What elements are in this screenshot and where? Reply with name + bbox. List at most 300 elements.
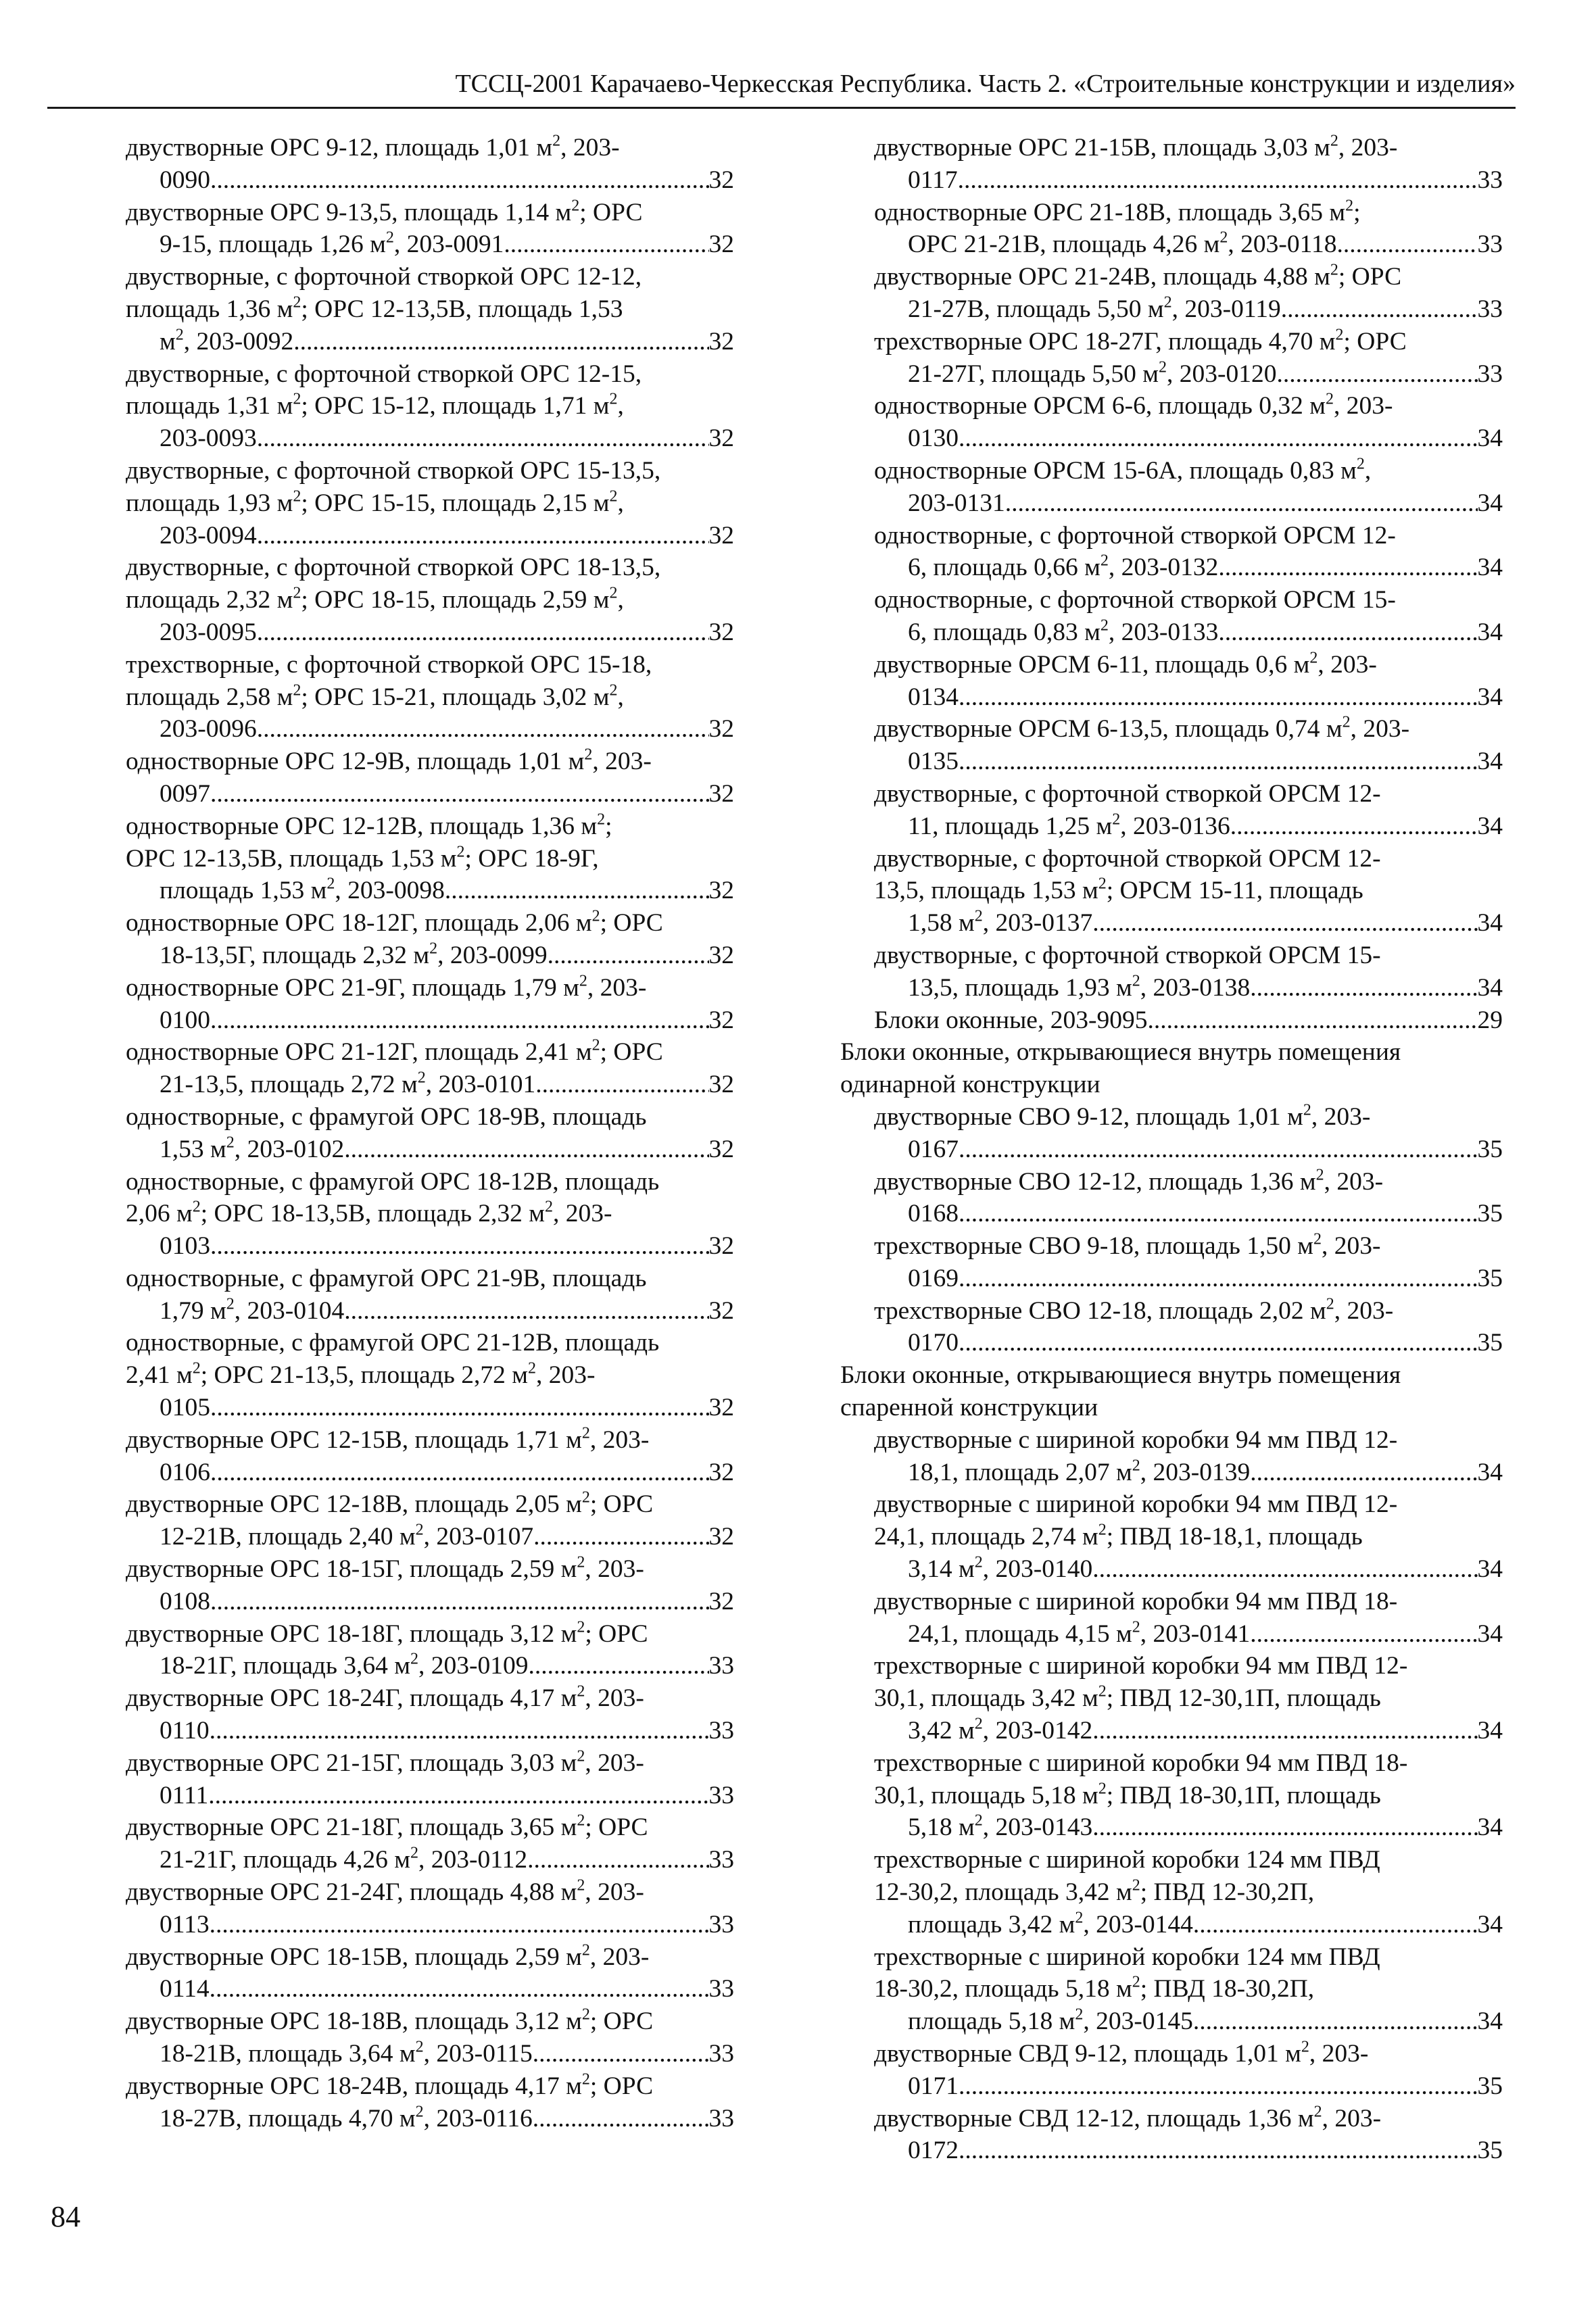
index-entry — [840, 1359, 1503, 1424]
index-entry-line: двустворные ОРС 18-24В, площадь 4,17 $м^2$; ОРС — [126, 2070, 654, 2100]
dot-leader — [959, 746, 1478, 778]
dot-leader — [1092, 907, 1477, 940]
index-page-ref: 32 — [708, 1232, 734, 1261]
index-page-ref: 33 — [708, 1975, 734, 2003]
dot-leader — [535, 1069, 708, 1101]
index-entry-text: 9-15, площадь 1,26 $м^2$, 203-0091 — [160, 229, 504, 259]
index-entry — [126, 1327, 734, 1423]
index-entry-leader-line — [908, 1715, 1503, 1747]
dot-leader — [1092, 1715, 1477, 1747]
index-entry-leader-line — [908, 164, 1503, 197]
index-entry-line: двустворные ОРС 18-15В, площадь 2,59 $м^2$, 203- — [126, 1941, 650, 1971]
index-entry-line: двустворные СВО 9-12, площадь 1,01 $м^2$, 203- — [874, 1101, 1371, 1131]
index-entry-text: 0106 — [160, 1458, 210, 1486]
index-entry-text: 21-27Г, площадь 5,50 $м^2$, 203-0120 — [908, 358, 1277, 388]
index-entry-line: двустворные с шириной коробки 94 мм ПВД 18- — [874, 1587, 1398, 1615]
index-page-ref: 34 — [1477, 683, 1503, 711]
index-entry-line: двустворные СВД 12-12, площадь 1,36 $м^2$, 203- — [874, 2103, 1382, 2133]
index-entry-text: 3,42 $м^2$, 203-0142 — [908, 1715, 1093, 1745]
dot-leader — [210, 1586, 709, 1618]
index-entry — [126, 552, 734, 648]
index-entry-text: 18-21В, площадь 3,64 $м^2$, 203-0115 — [160, 2038, 533, 2068]
index-entry-leader-line — [908, 681, 1503, 714]
index-entry-line: ОРС 12-13,5В, площадь 1,53 $м^2$; ОРС 18-9Г, — [126, 843, 599, 873]
running-header: ТССЦ-2001 Карачаево-Черкесская Республика. Часть 2. «Строительные конструкции и изделия» — [47, 68, 1516, 109]
index-entry-leader-line — [160, 1134, 734, 1166]
index-entry-text: 3,14 $м^2$, 203-0140 — [908, 1553, 1093, 1584]
index-page-ref: 34 — [1477, 1813, 1503, 1842]
index-entry — [126, 972, 734, 1037]
index-entry-text: 24,1, площадь 4,15 $м^2$, 203-0141 — [908, 1618, 1251, 1648]
dot-leader — [504, 228, 708, 261]
index-entry-line: одностворные ОРС 12-12В, площадь 1,36 $м^2$; — [126, 810, 612, 840]
index-entry-line: одностворные ОРСМ 6-6, площадь 0,32 $м^2$, 203- — [874, 390, 1393, 420]
index-entry — [840, 584, 1503, 649]
index-entry-text: 0113 — [160, 1910, 210, 1939]
index-entry — [840, 940, 1503, 1004]
index-page-ref: 32 — [708, 166, 734, 194]
index-entry-text: площадь 3,42 $м^2$, 203-0144 — [908, 1909, 1193, 1939]
index-page-ref: 33 — [1477, 360, 1503, 388]
index-page-ref: 33 — [1477, 295, 1503, 323]
index-entry-line: двустворные, с форточной створкой ОРС 12-12, — [126, 263, 642, 291]
index-entry-leader-line — [908, 293, 1503, 326]
index-page-ref: 34 — [1477, 424, 1503, 453]
index-page-ref: 33 — [708, 1717, 734, 1745]
index-column-right — [840, 132, 1503, 2167]
index-entry-line: трехстворные с шириной коробки 124 мм ПВД — [874, 1943, 1380, 1971]
index-page-ref: 34 — [1477, 973, 1503, 1002]
index-entry-leader-line — [160, 228, 734, 261]
index-entry-text: ОРС 21-21В, площадь 4,26 $м^2$, 203-0118 — [908, 229, 1337, 259]
index-entry-line: двустворные ОРС 21-24Г, площадь 4,88 $м^2$, 203- — [126, 1876, 644, 1907]
index-entry-leader-line — [160, 164, 734, 197]
index-page-ref: 34 — [1477, 812, 1503, 840]
index-entry — [840, 1586, 1503, 1651]
index-entry-leader-line — [908, 422, 1503, 455]
index-entry-text: 21-13,5, площадь 2,72 $м^2$, 203-0101 — [160, 1069, 536, 1099]
dot-leader — [1092, 1553, 1477, 1586]
index-entry-line: одностворные ОРС 18-12Г, площадь 2,06 $м^2$; ОРС — [126, 907, 663, 937]
index-entry-leader-line — [908, 616, 1503, 649]
index-entry-line: одностворные ОРС 21-18В, площадь 3,65 $м^2$; — [874, 197, 1361, 226]
dot-leader — [210, 164, 709, 197]
index-entry-text: 203-0093 — [160, 424, 257, 453]
dot-leader — [1218, 616, 1477, 649]
index-entry-line: одностворные, с фрамугой ОРС 21-9В, площадь — [126, 1264, 647, 1292]
index-entry-line: трехстворные с шириной коробки 94 мм ПВД 12- — [874, 1652, 1408, 1680]
index-entry-leader-line — [160, 326, 734, 358]
dot-leader — [959, 1263, 1478, 1295]
index-entry-leader-line — [908, 1909, 1503, 1941]
index-page-ref: 33 — [1477, 230, 1503, 259]
index-entry-line: двустворные, с форточной створкой ОРС 15-13,5, — [126, 456, 661, 485]
dot-leader — [959, 681, 1478, 714]
index-entry — [840, 1424, 1503, 1489]
index-entry-text: 1,58 $м^2$, 203-0137 — [908, 907, 1093, 937]
index-entry-leader-line — [160, 1230, 734, 1263]
index-entry — [840, 520, 1503, 585]
index-entry-line: 12-30,2, площадь 3,42 $м^2$; ПВД 12-30,2П, — [874, 1876, 1315, 1907]
index-entry-text: Блоки оконные, 203-9095 — [874, 1006, 1148, 1034]
index-entry-line: двустворные ОРС 9-13,5, площадь 1,14 $м^2$; ОРС — [126, 197, 643, 226]
index-entry-text: 21-21Г, площадь 4,26 $м^2$, 203-0112 — [160, 1844, 528, 1874]
index-entry-line: площадь 1,36 $м^2$; ОРС 12-13,5В, площадь 1,53 — [126, 293, 623, 323]
index-page-ref: 32 — [708, 779, 734, 808]
index-entry-leader-line — [160, 1844, 734, 1876]
dot-leader — [548, 940, 709, 972]
index-entry-text: $м^2$, 203-0092 — [160, 326, 294, 356]
index-entry-line: двустворные ОРС 21-15Г, площадь 3,03 $м^2$, 203- — [126, 1747, 644, 1777]
dot-leader — [210, 1392, 709, 1424]
index-page-ref: 32 — [708, 1587, 734, 1615]
dot-leader — [1092, 1811, 1477, 1844]
index-page-ref: 35 — [1477, 2072, 1503, 2100]
dot-leader — [533, 2038, 709, 2070]
index-entry-text: 0130 — [908, 424, 959, 453]
index-entry-text: 6, площадь 0,66 $м^2$, 203-0132 — [908, 552, 1219, 582]
index-entry-line: двустворные ОРС 21-15В, площадь 3,03 $м^2$, 203- — [874, 132, 1398, 162]
index-entry-text: 203-0094 — [160, 521, 257, 550]
index-entry-line: двустворные СВО 12-12, площадь 1,36 $м^2$, 203- — [874, 1166, 1384, 1196]
index-entry-leader-line — [908, 1457, 1503, 1489]
index-entry — [126, 132, 734, 197]
index-entry-line: одностворные, с форточной створкой ОРСМ 15- — [874, 586, 1396, 614]
dot-leader — [210, 1457, 709, 1489]
index-page-ref: 32 — [708, 1523, 734, 1551]
index-entry — [840, 455, 1503, 520]
index-entry-leader-line — [908, 228, 1503, 261]
index-entry-text: 21-27В, площадь 5,50 $м^2$, 203-0119 — [908, 293, 1281, 323]
index-entry-leader-line — [160, 1295, 734, 1327]
index-entry-line: Блоки оконные, открывающиеся внутрь помещения — [840, 1038, 1401, 1067]
index-page-ref: 32 — [708, 1458, 734, 1486]
index-entry — [840, 1488, 1503, 1585]
index-entry-leader-line — [160, 2103, 734, 2135]
index-page-ref: 34 — [1477, 1619, 1503, 1648]
dot-leader — [1277, 358, 1478, 391]
index-entry — [126, 358, 734, 455]
index-entry-line: двустворные ОРСМ 6-11, площадь 0,6 $м^2$, 203- — [874, 649, 1377, 679]
index-entry-leader-line — [908, 2005, 1503, 2038]
index-entry — [840, 390, 1503, 455]
index-entry-line: двустворные, с форточной створкой ОРСМ 12- — [874, 844, 1381, 873]
index-entry-leader-line — [160, 616, 734, 649]
index-entry-text: 12-21В, площадь 2,40 $м^2$, 203-0107 — [160, 1521, 534, 1551]
index-entry-leader-line — [160, 1004, 734, 1037]
index-entry — [126, 1036, 734, 1101]
index-page-ref: 33 — [708, 1846, 734, 1874]
dot-leader — [959, 1198, 1478, 1230]
index-entry-leader-line — [160, 1521, 734, 1553]
index-page-ref: 34 — [1477, 554, 1503, 582]
index-entry-line: двустворные ОРС 18-15Г, площадь 2,59 $м^2$, 203- — [126, 1553, 644, 1584]
index-entry — [126, 1488, 734, 1553]
dot-leader — [529, 1650, 709, 1682]
index-entry-leader-line — [160, 1715, 734, 1747]
index-entry — [126, 907, 734, 972]
dot-leader — [959, 2070, 1478, 2103]
index-entry-line: трехстворные СВО 12-18, площадь 2,02 $м^2$, 203- — [874, 1295, 1394, 1325]
dot-leader — [210, 1973, 709, 2005]
index-entry — [126, 2070, 734, 2135]
index-entry-line: одностворные ОРС 21-9Г, площадь 1,79 $м^2$, 203- — [126, 972, 647, 1002]
index-entry-leader-line — [908, 972, 1503, 1004]
index-entry-text: 0105 — [160, 1394, 210, 1422]
index-entry-line: трехстворные ОРС 18-27Г, площадь 4,70 $м^2$; ОРС — [874, 326, 1407, 356]
index-entry-line: двустворные ОРС 9-12, площадь 1,01 $м^2$, 203- — [126, 132, 620, 162]
index-entry — [840, 1747, 1503, 1844]
index-entry — [840, 1166, 1503, 1231]
index-entry-leader-line — [908, 1327, 1503, 1359]
index-entry-text: 18-21Г, площадь 3,64 $м^2$, 203-0109 — [160, 1651, 529, 1680]
index-entry — [126, 1876, 734, 1941]
index-page-ref: 35 — [1477, 1329, 1503, 1357]
index-entry-leader-line — [160, 940, 734, 972]
index-entry-text: 0171 — [908, 2072, 959, 2100]
index-entry-leader-line — [908, 487, 1503, 520]
dot-leader — [1336, 228, 1477, 261]
index-entry — [840, 1004, 1503, 1037]
index-entry-line: площадь 1,31 $м^2$; ОРС 15-12, площадь 1,71 $м^2$, — [126, 390, 624, 420]
index-entry-leader-line — [908, 552, 1503, 584]
index-entry-line: 13,5, площадь 1,53 $м^2$; ОРСМ 15-11, площадь — [874, 875, 1363, 905]
index-entry-line: двустворные, с форточной створкой ОРСМ 12- — [874, 779, 1381, 808]
index-entry — [126, 810, 734, 907]
index-page-ref: 32 — [708, 715, 734, 744]
index-entry-leader-line — [908, 358, 1503, 391]
index-entry-line: двустворные ОРС 12-15В, площадь 1,71 $м^2$, 203- — [126, 1424, 650, 1454]
dot-leader — [1005, 487, 1478, 520]
index-page-ref: 33 — [708, 2040, 734, 2068]
index-entry-leader-line — [160, 1586, 734, 1618]
index-entry-line: двустворные с шириной коробки 94 мм ПВД 12- — [874, 1425, 1398, 1454]
index-entry-leader-line — [908, 746, 1503, 778]
index-entry — [126, 1166, 734, 1263]
index-page-ref: 32 — [708, 941, 734, 969]
dot-leader — [210, 1004, 709, 1037]
index-entry-text: 1,79 $м^2$, 203-0104 — [160, 1295, 345, 1325]
index-entry-line: одностворные, с форточной створкой ОРСМ 12- — [874, 521, 1396, 550]
index-entry-text: 0135 — [908, 748, 959, 776]
index-entry-leader-line — [160, 1457, 734, 1489]
dot-leader — [257, 422, 709, 455]
index-entry-text: площадь 1,53 $м^2$, 203-0098 — [160, 875, 445, 905]
index-entry — [126, 261, 734, 358]
index-page-ref: 34 — [1477, 909, 1503, 937]
index-page-ref: 34 — [1477, 2007, 1503, 2036]
index-page-ref: 32 — [708, 877, 734, 905]
index-page-ref: 34 — [1477, 1555, 1503, 1584]
index-page-ref: 32 — [708, 618, 734, 646]
dot-leader — [1193, 1909, 1478, 1941]
index-page-ref: 32 — [708, 1071, 734, 1099]
index-page-ref: 34 — [1477, 748, 1503, 776]
index-entry-text: 0100 — [160, 1006, 210, 1034]
index-entry-line: двустворные с шириной коробки 94 мм ПВД 12- — [874, 1490, 1398, 1519]
index-entry-leader-line — [908, 1618, 1503, 1651]
dot-leader — [533, 2103, 709, 2135]
dot-leader — [210, 1715, 709, 1747]
index-entry — [840, 778, 1503, 843]
dot-leader — [344, 1295, 708, 1327]
dot-leader — [527, 1844, 708, 1876]
index-entry-text: 1,53 $м^2$, 203-0102 — [160, 1134, 345, 1163]
index-entry-line: одностворные ОРС 12-9В, площадь 1,01 $м^2$, 203- — [126, 746, 652, 776]
index-entry-text: 18,1, площадь 2,07 $м^2$, 203-0139 — [908, 1457, 1251, 1486]
index-entry-text: 5,18 $м^2$, 203-0143 — [908, 1812, 1093, 1842]
index-entry-leader-line — [874, 1004, 1503, 1037]
dot-leader — [1218, 552, 1477, 584]
dot-leader — [257, 520, 709, 552]
index-entry — [126, 1811, 734, 1876]
index-entry-text: 203-0131 — [908, 489, 1005, 517]
index-entry-line: двустворные ОРС 18-18Г, площадь 3,12 $м^2$; ОРС — [126, 1618, 648, 1648]
index-entry-text: 0090 — [160, 166, 210, 194]
index-entry-text: 0117 — [908, 166, 958, 194]
index-entry-line: двустворные, с форточной створкой ОРС 12-15, — [126, 360, 642, 388]
dot-leader — [445, 875, 709, 907]
index-entry — [126, 1747, 734, 1812]
index-entry-leader-line — [160, 875, 734, 907]
index-entry-leader-line — [160, 1650, 734, 1682]
index-entry-line: двустворные, с форточной створкой ОРС 18-13,5, — [126, 554, 661, 582]
index-entry-line: одностворные ОРСМ 15-6А, площадь 0,83 $м^2$, — [874, 455, 1372, 485]
index-page-ref: 33 — [708, 1781, 734, 1809]
index-page-ref: 33 — [708, 1652, 734, 1680]
index-entry-text: 11, площадь 1,25 $м^2$, 203-0136 — [908, 810, 1230, 840]
dot-leader — [208, 1780, 708, 1812]
index-entry-leader-line — [160, 422, 734, 455]
index-entry-line: трехстворные с шириной коробки 94 мм ПВД 18- — [874, 1749, 1408, 1777]
index-entry — [840, 1295, 1503, 1360]
dot-leader — [210, 1230, 709, 1263]
index-entry — [840, 1650, 1503, 1747]
index-entry-text: 0111 — [160, 1781, 209, 1809]
index-entry-leader-line — [908, 1198, 1503, 1230]
dot-leader — [1281, 293, 1478, 326]
index-page-ref: 35 — [1477, 1200, 1503, 1228]
index-page-ref: 33 — [708, 1910, 734, 1939]
index-entry — [126, 1941, 734, 2006]
index-entry — [126, 1101, 734, 1166]
dot-leader — [257, 616, 709, 649]
index-entry — [126, 197, 734, 262]
index-entry-line: 18-30,2, площадь 5,18 $м^2$; ПВД 18-30,2П, — [874, 1974, 1315, 2003]
index-entry-line: двустворные ОРС 18-24Г, площадь 4,17 $м^2$, 203- — [126, 1682, 644, 1713]
index-entry — [840, 1941, 1503, 2038]
index-entry-text: 0170 — [908, 1329, 959, 1357]
index-entry-text: 0168 — [908, 1200, 959, 1228]
index-page-ref: 33 — [708, 2104, 734, 2133]
index-entry-leader-line — [908, 1811, 1503, 1844]
index-page-ref: 32 — [708, 1394, 734, 1422]
index-entry-line: одностворные, с фрамугой ОРС 21-12В, площадь — [126, 1329, 660, 1357]
index-entry-line: 30,1, площадь 3,42 $м^2$; ПВД 12-30,1П, площадь — [874, 1682, 1381, 1713]
index-entry-text: 6, площадь 0,83 $м^2$, 203-0133 — [908, 616, 1219, 646]
dot-leader — [1250, 972, 1477, 1004]
index-page-ref: 32 — [708, 230, 734, 259]
index-page-ref: 34 — [1477, 1458, 1503, 1486]
index-entry-line: одностворные, с фрамугой ОРС 18-9В, площадь — [126, 1102, 647, 1131]
index-entry-text: 0134 — [908, 683, 959, 711]
index-entry-leader-line — [160, 778, 734, 810]
index-entry — [840, 649, 1503, 714]
index-entry-line: площадь 1,93 $м^2$; ОРС 15-15, площадь 2,15 $м^2$, — [126, 487, 624, 517]
dot-leader — [344, 1134, 708, 1166]
index-entry-leader-line — [160, 1069, 734, 1101]
dot-leader — [959, 1327, 1478, 1359]
index-page-ref: 32 — [708, 1135, 734, 1163]
index-page-ref: 33 — [1477, 166, 1503, 194]
index-entry-line: трехстворные с шириной коробки 124 мм ПВД — [874, 1846, 1380, 1874]
index-entry — [126, 649, 734, 746]
index-entry-leader-line — [160, 2038, 734, 2070]
index-entry-line: двустворные СВД 9-12, площадь 1,01 $м^2$, 203- — [874, 2038, 1369, 2068]
index-entry — [840, 2038, 1503, 2103]
index-entry-text: 203-0095 — [160, 618, 257, 646]
index-entry-text: 18-13,5Г, площадь 2,32 $м^2$, 203-0099 — [160, 940, 548, 969]
index-entry-line: двустворные ОРСМ 6-13,5, площадь 0,74 $м^2$, 203- — [874, 713, 1410, 744]
index-entry-leader-line — [908, 810, 1503, 843]
dot-leader — [1147, 1004, 1477, 1037]
index-entry-line: одностворные ОРС 21-12Г, площадь 2,41 $м^2$; ОРС — [126, 1036, 663, 1067]
index-page-ref: 32 — [708, 424, 734, 453]
dot-leader — [1193, 2005, 1478, 2038]
index-page-ref: 35 — [1477, 2137, 1503, 2165]
index-entry-line: одностворные, с фрамугой ОРС 18-12В, площадь — [126, 1167, 660, 1196]
index-entry-line: 2,41 $м^2$; ОРС 21-13,5, площадь 2,72 $м^2$, 203- — [126, 1359, 596, 1390]
index-entry — [126, 746, 734, 810]
index-entry — [840, 843, 1503, 940]
index-entry — [126, 1263, 734, 1327]
index-entry — [840, 1230, 1503, 1295]
index-entry-line: площадь 2,58 $м^2$; ОРС 15-21, площадь 3,02 $м^2$, — [126, 681, 624, 711]
index-page-ref: 34 — [1477, 1910, 1503, 1939]
index-entry-leader-line — [908, 1553, 1503, 1586]
index-entry — [840, 1844, 1503, 1941]
dot-leader — [959, 1134, 1478, 1166]
index-entry-text: 13,5, площадь 1,93 $м^2$, 203-0138 — [908, 972, 1251, 1002]
index-entry — [840, 1101, 1503, 1166]
index-entry-text: 0097 — [160, 779, 210, 808]
index-entry-text: 0110 — [160, 1717, 210, 1745]
index-page-ref: 32 — [708, 521, 734, 550]
index-entry-line: 30,1, площадь 5,18 $м^2$; ПВД 18-30,1П, площадь — [874, 1780, 1381, 1809]
index-entry-line: одинарной конструкции — [840, 1071, 1101, 1099]
index-page-ref: 29 — [1477, 1006, 1503, 1034]
index-entry — [126, 1553, 734, 1618]
index-entry-text: площадь 5,18 $м^2$, 203-0145 — [908, 2005, 1193, 2036]
index-page-ref: 34 — [1477, 618, 1503, 646]
dot-leader — [533, 1521, 708, 1553]
index-entry-line: двустворные, с форточной створкой ОРСМ 15- — [874, 941, 1381, 969]
index-entry-leader-line — [160, 520, 734, 552]
index-entry-line: трехстворные, с форточной створкой ОРС 15-18, — [126, 650, 652, 679]
index-entry — [840, 261, 1503, 326]
index-entry-leader-line — [160, 1973, 734, 2005]
index-column-left — [126, 132, 734, 2135]
index-entry-line: двустворные ОРС 18-18В, площадь 3,12 $м^2$; ОРС — [126, 2005, 654, 2036]
index-entry-line: площадь 2,32 $м^2$; ОРС 18-15, площадь 2,59 $м^2$, — [126, 584, 624, 614]
index-entry-line: двустворные ОРС 12-18В, площадь 2,05 $м^2$; ОРС — [126, 1489, 654, 1519]
dot-leader — [257, 713, 709, 746]
index-entry — [126, 1424, 734, 1489]
index-entry — [126, 2005, 734, 2070]
index-page-ref: 35 — [1477, 1135, 1503, 1163]
index-entry-text: 0169 — [908, 1264, 959, 1292]
index-entry-leader-line — [908, 1134, 1503, 1166]
